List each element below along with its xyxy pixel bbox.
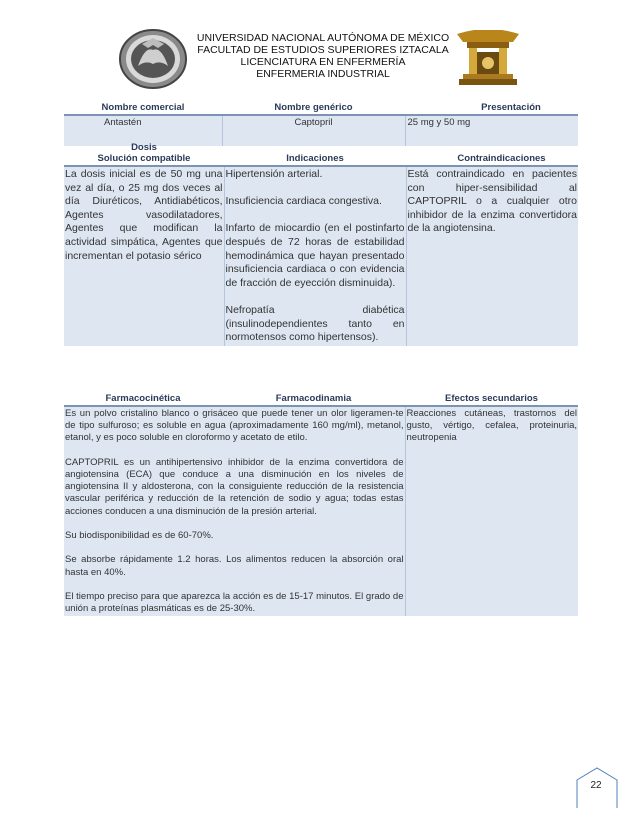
header-line-2: FACULTAD DE ESTUDIOS SUPERIORES IZTACALA — [197, 44, 449, 56]
header-presentacion: Presentación — [481, 102, 541, 113]
page-number: 22 — [590, 780, 602, 791]
header-line-1: UNIVERSIDAD NACIONAL AUTÓNOMA DE MÉXICO — [196, 32, 450, 44]
header-contraindicaciones: Contraindicaciones — [457, 153, 546, 164]
indicacion-3: Infarto de miocardio (en el postinfarto después de 72 horas de estabilidad hemodinámica que hayan presentado insuficiencia cardiaca o con evidencia de fracción de eyección disminuida). — [225, 222, 405, 289]
page-number-badge — [567, 766, 619, 810]
farmaco-paragraph-2: CAPTOPRIL es un antihipertensivo inhibidor de la enzima convertidora de angiotensina (ECA) que conduce a una disminución en los niveles de angiotensina II y aldosterona, con la consiguiente reducción de la resistencia vascular periférica y reducción de la retención de sodio y agua; todas estas acciones conducen a una disminución de la presión arterial. — [65, 456, 404, 517]
header-indicaciones: Indicaciones — [286, 153, 344, 164]
cell-contraindicaciones — [406, 166, 578, 346]
header-dosis — [64, 141, 224, 166]
dosage-table — [64, 141, 578, 346]
efectos-text: Reacciones cutáneas, trastornos del gusto, vértigo, cefalea, proteinuria, neutropenia — [406, 408, 577, 444]
institution-heading — [190, 32, 456, 80]
header-line-3: LICENCIATURA EN ENFERMERÍA — [240, 56, 406, 68]
table-row — [64, 166, 578, 346]
header-solucion-label: Solución compatible — [97, 153, 191, 164]
table-row — [64, 115, 578, 130]
indicacion-4: Nefropatía diabética (insulinodependientes tanto en normotensos como hipertensos). — [225, 303, 405, 344]
cell-efectos-secundarios — [405, 406, 578, 616]
header-farmacodinamia: Farmacodinamia — [275, 393, 352, 404]
contraindicacion-text: Está contraindicado en pacientes con hiper-sensibilidad al CAPTOPRIL o a cualquier otro inhibidor de la enzima convertidora de la angiotensina. — [407, 168, 577, 235]
header-nombre-comercial: Nombre comercial — [101, 102, 185, 113]
document-header — [0, 28, 638, 90]
header-farmacocinetica: Farmacocinética — [105, 393, 181, 404]
farmaco-paragraph-3: Su biodisponibilidad es de 60-70%. — [65, 530, 214, 541]
unam-seal-icon — [118, 28, 188, 90]
farmaco-paragraph-5: El tiempo preciso para que aparezca la acción es de 15-17 minutos. El grado de unión a proteínas plasmáticas es de 25-30%. — [65, 590, 404, 615]
header-efectos-secundarios: Efectos secundarios — [445, 393, 538, 404]
indicacion-2: Insuficiencia cardiaca congestiva. — [225, 195, 382, 208]
header-dosis-label: Dosis — [131, 142, 157, 153]
pharmacology-table — [64, 392, 578, 616]
drug-names-table — [64, 101, 578, 146]
cell-nombre-generico: Captopril — [222, 115, 405, 130]
indicacion-1: Hipertensión arterial. — [225, 168, 323, 180]
cell-nombre-comercial: Antastén — [64, 115, 222, 130]
cell-indicaciones — [224, 166, 406, 346]
dosis-text: La dosis inicial es de 50 mg una vez al día, o 25 mg dos veces al día Diuréticos, Antidiabéticos, Agentes vasodilatadores, Agentes que modifican la actividad simpática, Agentes que incrementan el potasio sérico — [65, 168, 223, 262]
header-nombre-generico: Nombre genérico — [274, 102, 353, 113]
farmaco-paragraph-4: Se absorbe rápidamente 1.2 horas. Los alimentos reducen la absorción oral hasta en 40%. — [65, 554, 404, 578]
iztacala-emblem-icon — [455, 30, 521, 88]
cell-farmaco — [64, 406, 405, 616]
farmaco-paragraph-1: Es un polvo cristalino blanco o grisáceo que puede tener un olor ligeramen-te de tipo sulfuroso; es soluble en agua (aproximadamente 160 mg/ml), metanol, etanol, y es poco soluble en cloroformo y acetato de etilo. — [65, 408, 404, 444]
cell-dosis — [64, 166, 224, 346]
header-line-4: ENFERMERIA INDUSTRIAL — [256, 68, 390, 80]
table-row — [64, 406, 578, 616]
cell-presentacion: 25 mg y 50 mg — [407, 117, 471, 128]
